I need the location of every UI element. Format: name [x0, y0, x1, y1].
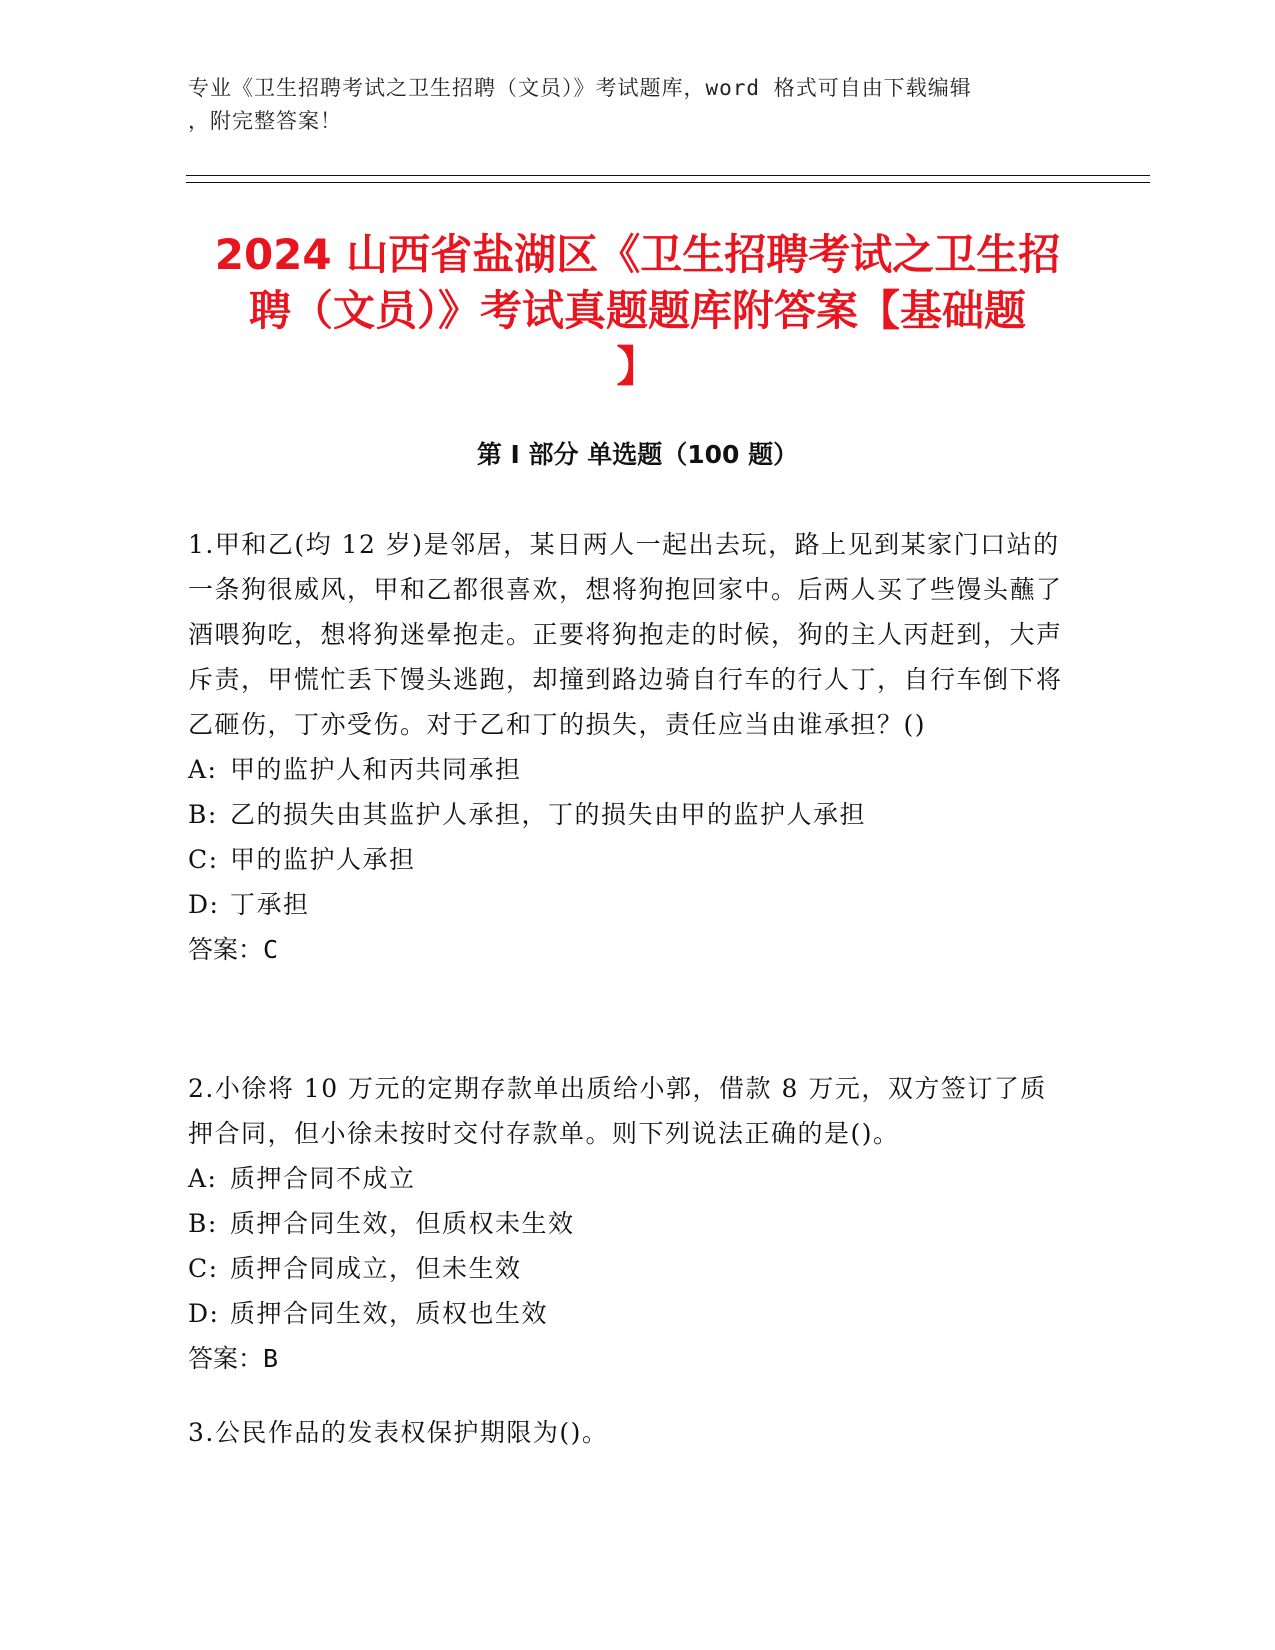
answer-line [188, 1336, 1068, 1381]
header-note-line2: ，附完整答案！ [188, 109, 342, 133]
answer-value: B [263, 1344, 279, 1373]
header-divider-top [186, 175, 1150, 176]
option-d [188, 882, 1068, 927]
header-note-line1: 专业《卫生招聘考试之卫生招聘（文员）》考试题库，word 格式可自由下载编辑 [188, 76, 972, 100]
question-stem: 3.公民作品的发表权保护期限为()。 [188, 1418, 609, 1447]
document-title-line2: 聘（文员）》考试真题题库附答案【基础题 [248, 286, 1026, 335]
option-key: A: [188, 755, 218, 784]
option-text: 质押合同成立，但未生效 [230, 1254, 522, 1283]
answer-line [188, 927, 1068, 972]
option-b [188, 792, 1068, 837]
document-title [180, 227, 1095, 395]
answer-label: 答案： [188, 935, 264, 964]
option-list [188, 1156, 1068, 1336]
option-key: B: [188, 800, 218, 829]
option-a [188, 1156, 1068, 1201]
option-key: C: [188, 845, 219, 874]
option-text: 乙的损失由其监护人承担，丁的损失由甲的监护人承担 [230, 800, 867, 829]
option-text: 质押合同不成立 [230, 1164, 416, 1193]
question-stem: 2.小徐将 10 万元的定期存款单出质给小郭，借款 8 万元，双方签订了质押合同，但小徐未按时交付存款单。则下列说法正确的是()。 [188, 1074, 1047, 1148]
option-a [188, 747, 1068, 792]
header-note [188, 72, 1068, 138]
option-text: 甲的监护人和丙共同承担 [230, 755, 522, 784]
option-list [188, 747, 1068, 927]
question-3 [188, 1410, 1068, 1455]
section-heading: 第 I 部分 单选题（100 题） [476, 440, 799, 469]
option-key: D: [188, 890, 220, 919]
option-text: 质押合同生效，但质权未生效 [230, 1209, 575, 1238]
option-text: 丁承担 [230, 890, 310, 919]
option-d [188, 1291, 1068, 1336]
option-c [188, 837, 1068, 882]
option-key: A: [188, 1164, 218, 1193]
option-c [188, 1246, 1068, 1291]
option-key: D: [188, 1299, 220, 1328]
question-stem: 1.甲和乙(均 12 岁)是邻居，某日两人一起出去玩，路上见到某家门口站的一条狗很威风，甲和乙都很喜欢，想将狗抱回家中。后两人买了些馒头蘸了酒喂狗吃，想将狗迷晕抱走。正要将狗抱走的时候，狗的主人丙赶到，大声斥责，甲慌忙丢下馒头逃跑，却撞到路边骑自行车的行人丁，自行车倒下将乙砸伤，丁亦受伤。对于乙和丁的损失，责任应当由谁承担？() [188, 530, 1063, 739]
header-divider-bottom [186, 182, 1150, 183]
option-key: B: [188, 1209, 218, 1238]
document-title-line1: 2024 山西省盐湖区《卫生招聘考试之卫生招 [214, 230, 1061, 279]
answer-label: 答案： [188, 1344, 264, 1373]
question-2 [188, 1066, 1068, 1381]
document-title-line3: 】 [616, 342, 659, 391]
option-text: 质押合同生效，质权也生效 [230, 1299, 549, 1328]
option-b [188, 1201, 1068, 1246]
question-1 [188, 522, 1068, 972]
option-key: C: [188, 1254, 219, 1283]
answer-value: C [263, 935, 279, 964]
option-text: 甲的监护人承担 [230, 845, 416, 874]
